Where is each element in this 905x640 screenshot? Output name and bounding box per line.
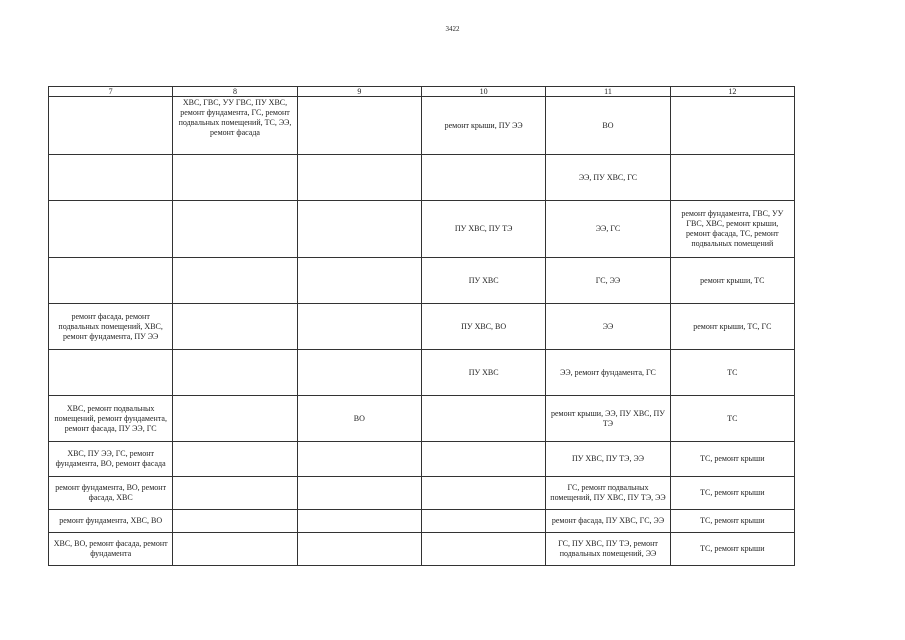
- table-cell: [297, 350, 421, 396]
- table-cell: [670, 97, 794, 155]
- column-header-9: 9: [297, 87, 421, 97]
- table-cell: ремонт крыши, ТС, ГС: [670, 304, 794, 350]
- table-row: [49, 533, 795, 566]
- table-cell: ПУ ХВС, ПУ ТЭ: [421, 201, 545, 258]
- table-cell: ЭЭ, ПУ ХВС, ГС: [546, 155, 670, 201]
- table-cell: [173, 201, 297, 258]
- table-cell: ЭЭ, ремонт фундамента, ГС: [546, 350, 670, 396]
- table-body: [49, 97, 795, 566]
- table-cell: [297, 155, 421, 201]
- table-cell: ТС, ремонт крыши: [670, 533, 794, 566]
- table-cell: ТС: [670, 396, 794, 442]
- table-cell: [173, 533, 297, 566]
- table-cell: [173, 304, 297, 350]
- table-row: [49, 258, 795, 304]
- table-cell: [173, 258, 297, 304]
- table-cell: [297, 258, 421, 304]
- table-row: [49, 510, 795, 533]
- table-cell: ЭЭ, ГС: [546, 201, 670, 258]
- table-cell: ГС, ремонт подвальных помещений, ПУ ХВС, ПУ ТЭ, ЭЭ: [546, 477, 670, 510]
- table-cell: [173, 510, 297, 533]
- table-cell: [297, 533, 421, 566]
- table-cell: ПУ ХВС, ВО: [421, 304, 545, 350]
- table-cell: [173, 442, 297, 477]
- table-cell: [421, 477, 545, 510]
- table-row: [49, 350, 795, 396]
- table-cell: [297, 97, 421, 155]
- table-cell: ВО: [297, 396, 421, 442]
- table-cell: [173, 155, 297, 201]
- page-number: 3422: [445, 25, 460, 33]
- table-row: [49, 442, 795, 477]
- table-cell: [670, 155, 794, 201]
- table-row: [49, 97, 795, 155]
- works-table: [48, 86, 795, 566]
- table-cell: [49, 258, 173, 304]
- table-cell: [49, 97, 173, 155]
- header-row: [49, 87, 795, 97]
- table-row: [49, 304, 795, 350]
- column-header-8: 8: [173, 87, 297, 97]
- table-cell: [421, 442, 545, 477]
- table-cell: ХВС, ВО, ремонт фасада, ремонт фундамента: [49, 533, 173, 566]
- column-header-11: 11: [546, 87, 670, 97]
- table-cell: ремонт фасада, ремонт подвальных помещений, ХВС, ремонт фундамента, ПУ ЭЭ: [49, 304, 173, 350]
- table-cell: [173, 477, 297, 510]
- table-cell: ремонт крыши, ЭЭ, ПУ ХВС, ПУ ТЭ: [546, 396, 670, 442]
- table-header: [49, 87, 795, 97]
- table-cell: [173, 396, 297, 442]
- table-cell: [49, 350, 173, 396]
- table-cell: ремонт фундамента, ГВС, УУ ГВС, ХВС, ремонт крыши, ремонт фасада, ТС, ремонт подвальных помещений: [670, 201, 794, 258]
- table-cell: [297, 477, 421, 510]
- table-cell: ХВС, ГВС, УУ ГВС, ПУ ХВС, ремонт фундамента, ГС, ремонт подвальных помещений, ТС, ЭЭ, ремонт фасада: [173, 97, 297, 155]
- table-cell: ремонт крыши, ПУ ЭЭ: [421, 97, 545, 155]
- table-cell: ПУ ХВС: [421, 258, 545, 304]
- table-cell: ТС, ремонт крыши: [670, 477, 794, 510]
- table-row: [49, 155, 795, 201]
- table-cell: ремонт фундамента, ВО, ремонт фасада, ХВС: [49, 477, 173, 510]
- table-cell: ГС, ПУ ХВС, ПУ ТЭ, ремонт подвальных помещений, ЭЭ: [546, 533, 670, 566]
- table-cell: ремонт крыши, ТС: [670, 258, 794, 304]
- table-cell: [297, 510, 421, 533]
- table-cell: ПУ ХВС: [421, 350, 545, 396]
- table-cell: [297, 201, 421, 258]
- table-row: [49, 201, 795, 258]
- column-header-7: 7: [49, 87, 173, 97]
- table-cell: ХВС, ремонт подвальных помещений, ремонт фундамента, ремонт фасада, ПУ ЭЭ, ГС: [49, 396, 173, 442]
- table-cell: [297, 304, 421, 350]
- table-cell: [421, 155, 545, 201]
- table-row: [49, 396, 795, 442]
- table-cell: [49, 155, 173, 201]
- table-cell: ТС, ремонт крыши: [670, 510, 794, 533]
- table-cell: [173, 350, 297, 396]
- table-cell: ТС, ремонт крыши: [670, 442, 794, 477]
- table-cell: ремонт фундамента, ХВС, ВО: [49, 510, 173, 533]
- table-cell: ПУ ХВС, ПУ ТЭ, ЭЭ: [546, 442, 670, 477]
- table-cell: [421, 396, 545, 442]
- table-cell: [49, 201, 173, 258]
- column-header-12: 12: [670, 87, 794, 97]
- table-cell: ВО: [546, 97, 670, 155]
- table-cell: ЭЭ: [546, 304, 670, 350]
- column-header-10: 10: [421, 87, 545, 97]
- table-cell: [421, 510, 545, 533]
- table-cell: [421, 533, 545, 566]
- table-cell: ТС: [670, 350, 794, 396]
- table-cell: ГС, ЭЭ: [546, 258, 670, 304]
- table-row: [49, 477, 795, 510]
- table-cell: ремонт фасада, ПУ ХВС, ГС, ЭЭ: [546, 510, 670, 533]
- table-cell: ХВС, ПУ ЭЭ, ГС, ремонт фундамента, ВО, ремонт фасада: [49, 442, 173, 477]
- table-cell: [297, 442, 421, 477]
